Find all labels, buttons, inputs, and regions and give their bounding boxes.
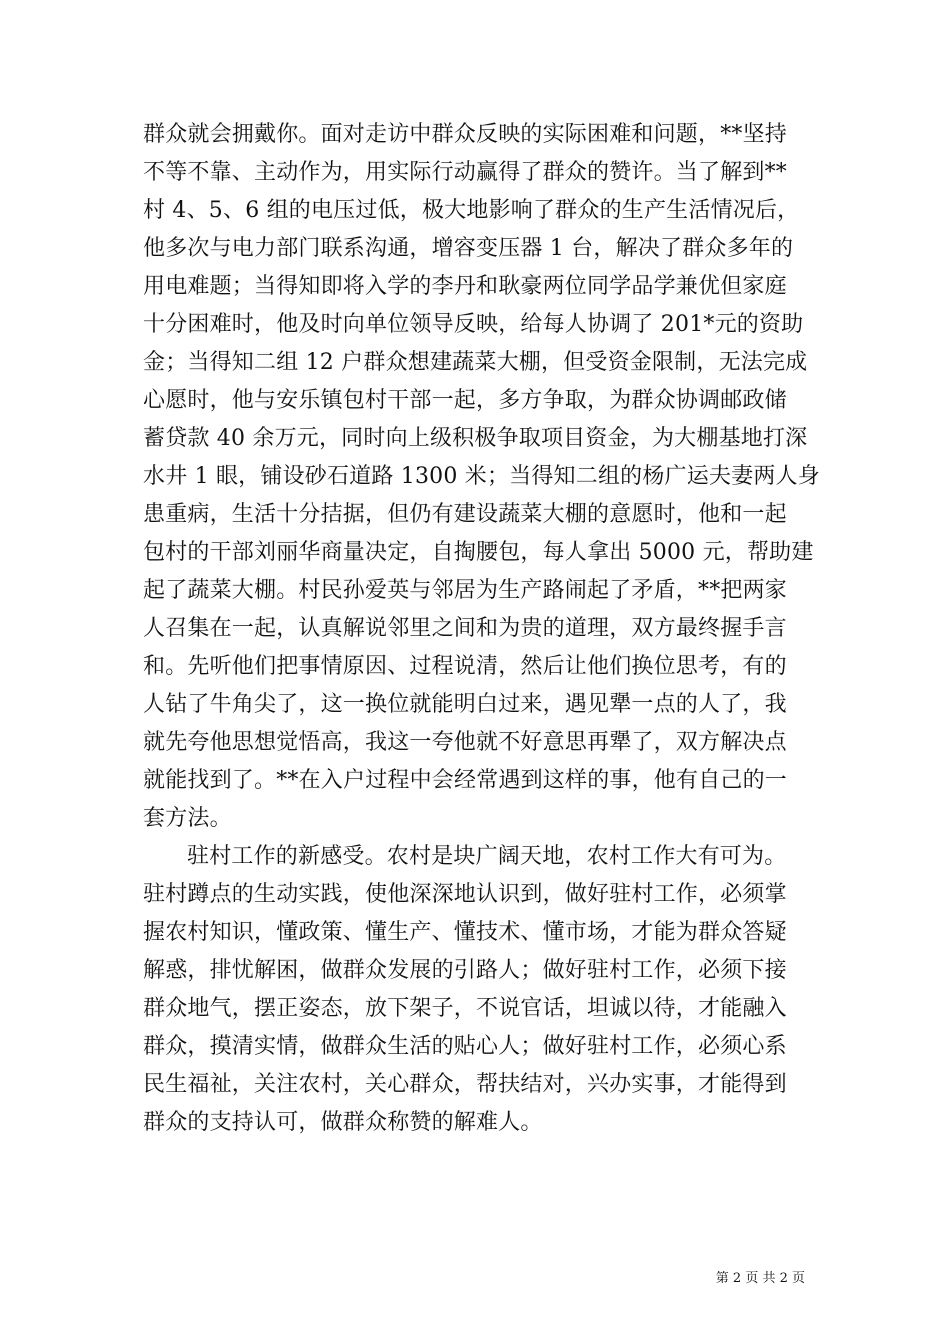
- text-line: 用电难题；当得知即将入学的李丹和耿豪两位同学品学兼优但家庭: [143, 274, 787, 299]
- text-line: 蓄贷款 40 余万元，同时向上级积极争取项目资金，为大棚基地打深: [143, 426, 808, 451]
- text-line: 他多次与电力部门联系沟通，增容变压器 1 台，解决了群众多年的: [143, 236, 794, 261]
- text-line: 患重病，生活十分拮据，但仍有建设蔬菜大棚的意愿时，他和一起: [143, 502, 787, 527]
- text-line: 就能找到了。**在入户过程中会经常遇到这样的事，他有自己的一: [143, 768, 788, 793]
- text-line: 水井 1 眼，铺设砂石道路 1300 米；当得知二组的杨广运夫妻两人身: [143, 464, 820, 489]
- text-line: 群众就会拥戴你。面对走访中群众反映的实际困难和问题，**坚持: [143, 122, 788, 147]
- text-line: 套方法。: [143, 806, 232, 831]
- text-line: 金；当得知二组 12 户群众想建蔬菜大棚，但受资金限制，无法完成: [143, 350, 808, 375]
- text-line: 就先夸他思想觉悟高，我这一夸他就不好意思再犟了，双方解决点: [143, 730, 787, 755]
- text-line: 人召集在一起，认真解说邻里之间和为贵的道理，双方最终握手言: [143, 616, 787, 641]
- text-line: 民生福祉，关注农村，关心群众，帮扶结对，兴办实事，才能得到: [143, 1072, 787, 1097]
- page-number-footer: 第 2 页 共 2 页: [715, 1271, 805, 1286]
- text-line: 握农村知识，懂政策、懂生产、懂技术、懂市场，才能为群众答疑: [143, 920, 787, 945]
- text-line: 驻村工作的新感受。农村是块广阔天地，农村工作大有可为。: [187, 844, 787, 869]
- text-line: 村 4、5、6 组的电压过低，极大地影响了群众的生产生活情况后，: [143, 198, 800, 223]
- text-line: 不等不靠、主动作为，用实际行动赢得了群众的赞许。当了解到**: [143, 160, 788, 185]
- text-line: 心愿时，他与安乐镇包村干部一起，多方争取，为群众协调邮政储: [143, 388, 787, 413]
- text-line: 十分困难时，他及时向单位领导反映，给每人协调了 201*元的资助: [143, 312, 804, 337]
- text-line: 解惑，排忧解困，做群众发展的引路人；做好驻村工作，必须下接: [143, 958, 787, 983]
- text-line: 人钻了牛角尖了，这一换位就能明白过来，遇见犟一点的人了，我: [143, 692, 787, 717]
- paragraph-1: [143, 116, 820, 838]
- text-line: 群众的支持认可，做群众称赞的解难人。: [143, 1110, 543, 1135]
- text-line: 起了蔬菜大棚。村民孙爱英与邻居为生产路闹起了矛盾，**把两家: [143, 578, 788, 603]
- body-text: [143, 116, 820, 1142]
- paragraph-2: [143, 838, 805, 1142]
- text-line: 包村的干部刘丽华商量决定，自掏腰包，每人拿出 5000 元，帮助建: [143, 540, 814, 565]
- text-line: 驻村蹲点的生动实践，使他深深地认识到，做好驻村工作，必须掌: [143, 882, 787, 907]
- text-line: 群众，摸清实情，做群众生活的贴心人；做好驻村工作，必须心系: [143, 1034, 787, 1059]
- text-line: 群众地气，摆正姿态，放下架子，不说官话，坦诚以待，才能融入: [143, 996, 787, 1021]
- text-line: 和。先听他们把事情原因、过程说清，然后让他们换位思考，有的: [143, 654, 787, 679]
